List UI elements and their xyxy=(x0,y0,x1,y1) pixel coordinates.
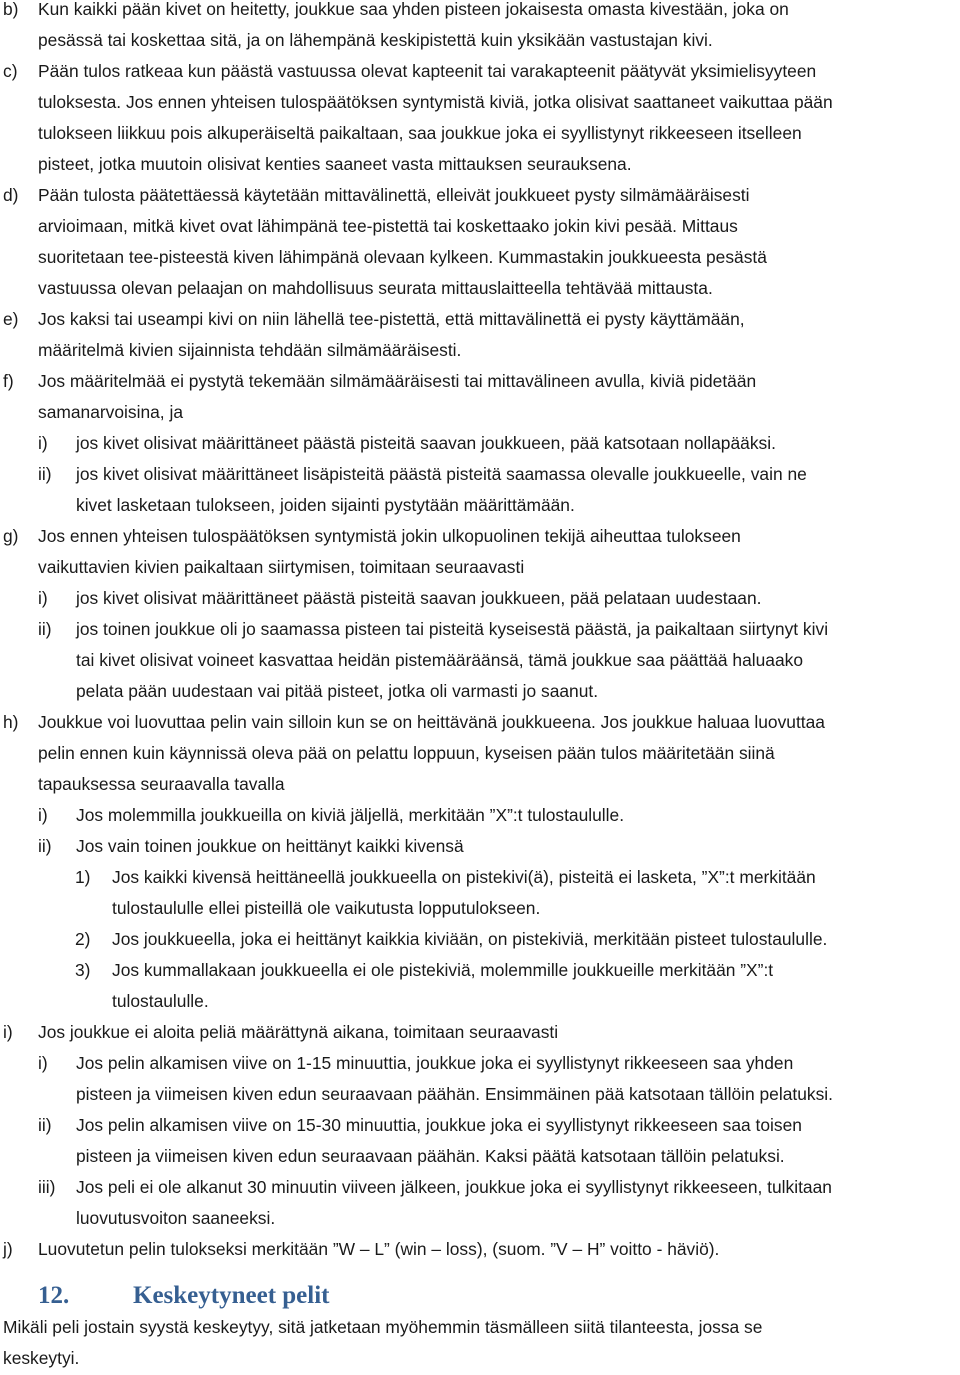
rule-item xyxy=(0,707,960,800)
rule-subitem-line: Jos pelin alkamisen viive on 1-15 minuuttia, joukkue joka ei syyllistynyt rikkeeseen saa yhden xyxy=(76,1053,794,1073)
rule-subitem-line: jos kivet olisivat määrittäneet päästä pisteitä saavan joukkueen, pää pelataan uudestaan. xyxy=(76,588,762,608)
rule-subitem-line: pelata pään uudestaan vai pitää pisteet, jotka oli varmasti jo saanut. xyxy=(76,681,599,701)
rule-item xyxy=(0,56,960,180)
rule-item-label: b) xyxy=(3,0,19,19)
rule-subitem-line: jos toinen joukkue oli jo saamassa pisteen tai pisteitä kyseisestä päästä, ja paikaltaan siirtynyt kivi xyxy=(76,619,829,639)
rule-item-line: vaikuttavien kivien paikaltaan siirtymisen, toimitaan seuraavasti xyxy=(38,557,525,577)
rule-subitem-label: iii) xyxy=(38,1177,56,1197)
rule-item-line: tapauksessa seuraavalla tavalla xyxy=(38,774,285,794)
rule-item-line: Jos ennen yhteisen tulospäätöksen syntymistä jokin ulkopuolinen tekijä aiheuttaa tulokseen xyxy=(38,526,741,546)
rule-item-line: pisteet, jotka muutoin olisivat kenties saaneet vasta mittauksen seurauksena. xyxy=(38,154,632,174)
rule-subitem-line: jos kivet olisivat määrittäneet lisäpisteitä päästä pisteitä saamassa olevalle joukkueelle, vain ne xyxy=(76,464,807,484)
section-number: 12. xyxy=(38,1282,70,1309)
rule-subitem-line: Jos molemmilla joukkueilla on kiviä jäljellä, merkitään ”X”:t tulostaululle. xyxy=(76,805,625,825)
rule-item-label: d) xyxy=(3,185,19,205)
rule-subitem-line: jos kivet olisivat määrittäneet päästä pisteitä saavan joukkueen, pää katsotaan nollapääksi. xyxy=(76,433,776,453)
rule-subitem-line: pisteen ja viimeisen kiven edun seuraavaan päähän. Kaksi päätä katsotaan tällöin pelatuksi. xyxy=(76,1146,785,1166)
rule-subitem xyxy=(0,459,960,521)
rule-item-line: Pään tulos ratkeaa kun päästä vastuussa olevat kapteenit tai varakapteenit päätyvät yksimielisyyteen xyxy=(38,61,817,81)
rule-item-line: Jos kaksi tai useampi kivi on niin lähellä tee-pistettä, että mittavälinettä ei pysty käyttämään, xyxy=(38,309,745,329)
rule-subitem-label: ii) xyxy=(38,619,52,639)
rule-item xyxy=(0,180,960,304)
rule-subitem-line: Jos pelin alkamisen viive on 15-30 minuuttia, joukkue joka ei syyllistynyt rikkeeseen saa toisen xyxy=(76,1115,802,1135)
rule-subitem-label: i) xyxy=(38,433,48,453)
rule-subitem-label: ii) xyxy=(38,464,52,484)
rule-subsubitem-line: Jos kummallakaan joukkueella ei ole pistekiviä, molemmille joukkueille merkitään ”X”:t xyxy=(112,960,774,980)
rule-item-line: Jos määritelmää ei pystytä tekemään silmämääräisesti tai mittavälineen avulla, kiviä pidetään xyxy=(38,371,757,391)
rule-item-line: suoritetaan tee-pisteestä kiven lähimpänä olevaan kylkeen. Kummastakin joukkueesta pesästä xyxy=(38,247,767,267)
rule-subitem-label: ii) xyxy=(38,836,52,856)
rule-subsubitem-label: 2) xyxy=(75,929,91,949)
rule-item xyxy=(0,304,960,366)
rule-subitem xyxy=(0,614,960,707)
section-heading xyxy=(0,1279,960,1312)
section-title: Keskeytyneet pelit xyxy=(133,1282,330,1309)
rule-subitem-label: ii) xyxy=(38,1115,52,1135)
rule-item-line: Jos joukkue ei aloita peliä määrättynä aikana, toimitaan seuraavasti xyxy=(38,1022,559,1042)
rule-item-label: c) xyxy=(3,61,18,81)
rule-item xyxy=(0,1017,960,1048)
rule-subitem xyxy=(0,583,960,614)
rule-subitem-label: i) xyxy=(38,1053,48,1073)
rule-subsubitem-label: 1) xyxy=(75,867,91,887)
rule-item xyxy=(0,521,960,583)
rule-item-line: tulokseen liikkuu pois alkuperäiseltä paikaltaan, saa joukkue joka ei syyllistynyt rikkeeseen itselleen xyxy=(38,123,802,143)
rule-item xyxy=(0,366,960,428)
rule-item xyxy=(0,1234,960,1265)
rule-subsubitem-label: 3) xyxy=(75,960,91,980)
rule-subsubitem-line: tulostaululle ellei pisteillä ole vaikutusta lopputulokseen. xyxy=(112,898,541,918)
rule-item-label: e) xyxy=(3,309,19,329)
rule-subsubitem-line: Jos kaikki kivensä heittäneellä joukkueella on pistekivi(ä), pisteitä ei lasketa, ”X”:t merkitään xyxy=(112,867,816,887)
rule-item-line: Pään tulosta päätettäessä käytetään mittavälinettä, elleivät joukkueet pysty silmämääräisesti xyxy=(38,185,750,205)
rule-subsubitem-line: Jos joukkueella, joka ei heittänyt kaikkia kiviään, on pistekiviä, merkitään pisteet tulostaululle. xyxy=(112,929,828,949)
rule-item-line: arvioimaan, mitkä kivet ovat lähimpänä tee-pistettä tai koskettaako jokin kivi pesää. Mittaus xyxy=(38,216,738,236)
rule-item-line: määritelmä kivien sijainnista tehdään silmämääräisesti. xyxy=(38,340,462,360)
rule-subitem xyxy=(0,1048,960,1110)
rule-subitem xyxy=(0,1110,960,1172)
rule-item-line: Joukkue voi luovuttaa pelin vain silloin kun se on heittävänä joukkueena. Jos joukkue haluaa luovuttaa xyxy=(38,712,825,732)
rule-subitem xyxy=(0,800,960,831)
rule-item-line: tuloksesta. Jos ennen yhteisen tulospäätöksen syntymistä kiviä, jotka olisivat saattaneet vaikuttaa pään xyxy=(38,92,833,112)
rule-item xyxy=(0,0,960,56)
rule-subitem xyxy=(0,428,960,459)
rule-subsubitem xyxy=(0,955,960,1017)
rule-subitem xyxy=(0,831,960,862)
rule-subitem xyxy=(0,1172,960,1234)
rule-item-label: i) xyxy=(3,1022,13,1042)
rule-item-line: pesässä tai koskettaa sitä, ja on lähempänä keskipistettä kuin yksikään vastustajan kivi. xyxy=(38,30,713,50)
rule-item-line: Luovutetun pelin tulokseksi merkitään ”W – L” (win – loss), (suom. ”V – H” voitto - häviö). xyxy=(38,1239,720,1259)
rule-subsubitem xyxy=(0,924,960,955)
section-body-line: Mikäli peli jostain syystä keskeytyy, sitä jatketaan myöhemmin täsmälleen siitä tilanteesta, jossa se xyxy=(3,1317,763,1337)
section-body xyxy=(0,1312,960,1374)
rule-item-line: samanarvoisina, ja xyxy=(38,402,183,422)
rule-subsubitem-line: tulostaululle. xyxy=(112,991,209,1011)
rule-subitem-line: luovutusvoiton saaneeksi. xyxy=(76,1208,276,1228)
rule-subitem-line: tai kivet olisivat voineet kasvattaa heidän pistemääräänsä, tämä joukkue saa päättää haluaako xyxy=(76,650,803,670)
rule-subitem-line: kivet lasketaan tulokseen, joiden sijainti pystytään määrittämään. xyxy=(76,495,575,515)
rule-item-line: Kun kaikki pään kivet on heitetty, joukkue saa yhden pisteen jokaisesta omasta kivestään, joka on xyxy=(38,0,789,19)
rule-subitem-label: i) xyxy=(38,805,48,825)
rule-item-label: h) xyxy=(3,712,19,732)
rule-item-line: pelin ennen kuin käynnissä oleva pää on pelattu loppuun, kyseisen pään tulos määritetään siinä xyxy=(38,743,775,763)
rule-subitem-line: pisteen ja viimeisen kiven edun seuraavaan päähän. Ensimmäinen pää katsotaan tällöin pelatuksi. xyxy=(76,1084,833,1104)
rule-item-label: g) xyxy=(3,526,19,546)
rule-subitem-line: Jos peli ei ole alkanut 30 minuutin viiveen jälkeen, joukkue joka ei syyllistynyt rikkeeseen, tulkitaan xyxy=(76,1177,832,1197)
section-body-line: keskeytyi. xyxy=(3,1348,80,1368)
rule-subitem-label: i) xyxy=(38,588,48,608)
rule-item-label: j) xyxy=(3,1239,13,1259)
rule-item-label: f) xyxy=(3,371,14,391)
rule-subitem-line: Jos vain toinen joukkue on heittänyt kaikki kivensä xyxy=(76,836,464,856)
rule-subsubitem xyxy=(0,862,960,924)
rule-item-line: vastuussa olevan pelaajan on mahdollisuus seurata mittauslaitteella tehtävää mittausta. xyxy=(38,278,713,298)
